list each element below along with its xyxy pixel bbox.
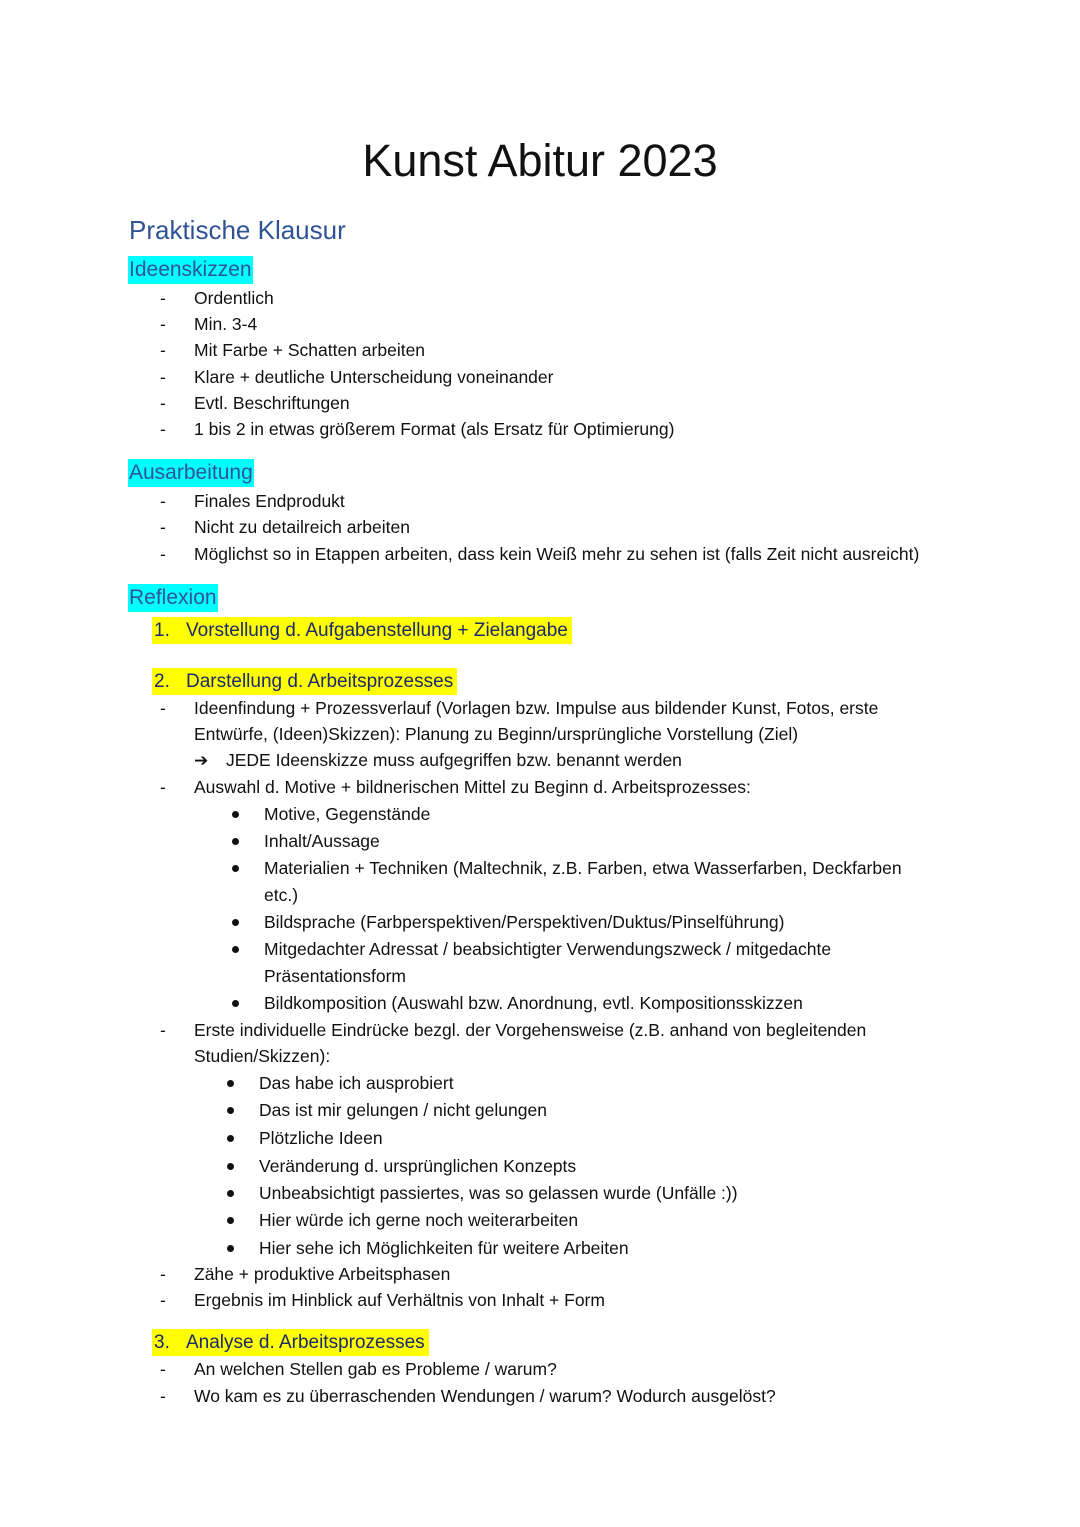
list-item: Ideenfindung + Prozessverlauf (Vorlagen bzw. Impulse aus bildender Kunst, Fotos, erste: [194, 698, 879, 718]
list-item-continuation: Studien/Skizzen):: [194, 1046, 331, 1066]
dash-marker: -: [160, 1020, 166, 1040]
sub-list-item: Bildsprache (Farbperspektiven/Perspektiven/Duktus/Pinselführung): [264, 912, 785, 932]
list-item: Ordentlich: [194, 288, 274, 308]
bullet-icon: [227, 1080, 234, 1087]
bullet-icon: [227, 1107, 234, 1114]
bullet-icon: [227, 1217, 234, 1224]
sub-list-item: Das ist mir gelungen / nicht gelungen: [259, 1100, 547, 1120]
dash-marker: -: [160, 517, 166, 537]
subheading-number: 3.: [154, 1332, 170, 1353]
dash-marker: -: [160, 777, 166, 797]
section-heading: Praktische Klausur: [129, 215, 346, 245]
subheading-number: 2.: [154, 671, 170, 692]
dash-marker: -: [160, 367, 166, 387]
bullet-icon: [232, 811, 239, 818]
list-item: Auswahl d. Motive + bildnerischen Mittel zu Beginn d. Arbeitsprozesses:: [194, 777, 751, 797]
bullet-icon: [227, 1190, 234, 1197]
sub-list-item: Materialien + Techniken (Maltechnik, z.B. Farben, etwa Wasserfarben, Deckfarben: [264, 858, 902, 878]
bullet-icon: [227, 1135, 234, 1142]
bullet-icon: [227, 1245, 234, 1252]
list-item: Möglichst so in Etappen arbeiten, dass kein Weiß mehr zu sehen ist (falls Zeit nicht ausreicht): [194, 544, 920, 564]
dash-marker: -: [160, 288, 166, 308]
subheading-3: [152, 1329, 429, 1356]
heading-reflexion: Reflexion: [128, 584, 218, 612]
list-item: Erste individuelle Eindrücke bezgl. der Vorgehensweise (z.B. anhand von begleitenden: [194, 1020, 867, 1040]
subheading-label: Darstellung d. Arbeitsprozesses: [186, 671, 454, 692]
sub-list-item: Plötzliche Ideen: [259, 1128, 383, 1148]
dash-marker: -: [160, 419, 166, 439]
list-item: Evtl. Beschriftungen: [194, 393, 350, 413]
dash-marker: -: [160, 698, 166, 718]
subheading-1: [152, 617, 572, 644]
dash-marker: -: [160, 340, 166, 360]
sub-list-item: Bildkomposition (Auswahl bzw. Anordnung, evtl. Kompositionsskizzen: [264, 993, 803, 1013]
sub-list-item: Hier würde ich gerne noch weiterarbeiten: [259, 1210, 579, 1230]
heading-ausarbeitung: Ausarbeitung: [128, 459, 254, 487]
bullet-icon: [232, 1000, 239, 1007]
subheading-number: 1.: [154, 620, 170, 641]
dash-marker: -: [160, 314, 166, 334]
sub-list-item-continuation: etc.): [264, 885, 299, 905]
subheading-label: Analyse d. Arbeitsprozesses: [186, 1332, 425, 1353]
dash-marker: -: [160, 1290, 166, 1310]
list-item: Zähe + produktive Arbeitsphasen: [194, 1264, 451, 1284]
bullet-icon: [232, 838, 239, 845]
dash-marker: -: [160, 544, 166, 564]
list-item-continuation: Entwürfe, (Ideen)Skizzen): Planung zu Beginn/ursprüngliche Vorstellung (Ziel): [194, 724, 799, 744]
list-item: Mit Farbe + Schatten arbeiten: [194, 340, 426, 360]
arrow-right-icon: ➔: [194, 751, 209, 770]
bullet-icon: [227, 1163, 234, 1170]
heading-ideenskizzen: Ideenskizzen: [128, 256, 253, 284]
sub-list-item-continuation: Präsentationsform: [264, 966, 407, 986]
list-item: Finales Endprodukt: [194, 491, 345, 511]
bullet-icon: [232, 919, 239, 926]
dash-marker: -: [160, 393, 166, 413]
sub-list-item: Das habe ich ausprobiert: [259, 1073, 454, 1093]
sub-list-item: Unbeabsichtigt passiertes, was so gelassen wurde (Unfälle :)): [259, 1183, 738, 1203]
arrow-note: JEDE Ideenskizze muss aufgegriffen bzw. benannt werden: [226, 750, 682, 770]
dash-marker: -: [160, 1359, 166, 1379]
sub-list-item: Mitgedachter Adressat / beabsichtigter Verwendungszweck / mitgedachte: [264, 939, 832, 959]
bullet-icon: [232, 865, 239, 872]
list-item: Min. 3-4: [194, 314, 258, 334]
dash-marker: -: [160, 1264, 166, 1284]
bullet-icon: [232, 946, 239, 953]
subheading-label: Vorstellung d. Aufgabenstellung + Zielangabe: [186, 620, 568, 641]
sub-list-item: Inhalt/Aussage: [264, 831, 380, 851]
list-item: 1 bis 2 in etwas größerem Format (als Ersatz für Optimierung): [194, 419, 675, 439]
sub-list-item: Veränderung d. ursprünglichen Konzepts: [259, 1156, 577, 1176]
subheading-2: [152, 668, 457, 695]
page-title: Kunst Abitur 2023: [362, 135, 718, 186]
sub-list-item: Motive, Gegenstände: [264, 804, 431, 824]
list-item: Ergebnis im Hinblick auf Verhältnis von Inhalt + Form: [194, 1290, 605, 1310]
sub-list-item: Hier sehe ich Möglichkeiten für weitere Arbeiten: [259, 1238, 629, 1258]
list-item: Klare + deutliche Unterscheidung voneinander: [194, 367, 554, 387]
list-item: Wo kam es zu überraschenden Wendungen / warum? Wodurch ausgelöst?: [194, 1386, 776, 1406]
list-item: Nicht zu detailreich arbeiten: [194, 517, 410, 537]
list-item: An welchen Stellen gab es Probleme / warum?: [194, 1359, 557, 1379]
dash-marker: -: [160, 1386, 166, 1406]
dash-marker: -: [160, 491, 166, 511]
